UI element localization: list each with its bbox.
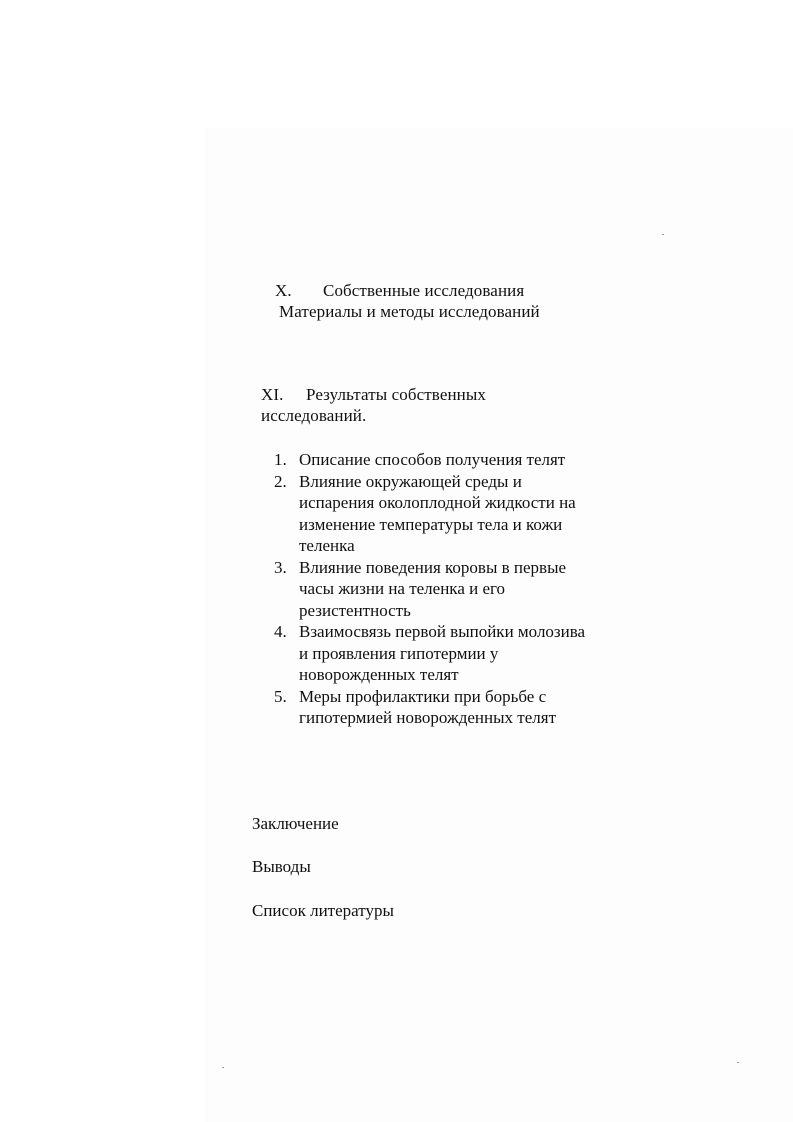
scan-speck (662, 234, 664, 235)
list-item-text: Меры профилактики при борьбе с гипотермией новорожденных телят (299, 686, 557, 727)
section-xi-title-continued: исследований. (261, 406, 367, 425)
list-item (274, 621, 594, 686)
scan-speck (222, 1067, 224, 1068)
section-x-number: X. (275, 281, 292, 300)
list-item-number: 4. (274, 622, 287, 641)
conclusion-heading: Заключение (252, 814, 339, 833)
scan-speck (737, 1062, 739, 1063)
results-list (274, 449, 594, 729)
list-item-text: Влияние поведения коровы в первые часы жизни на теленка и его резистентность (299, 557, 567, 620)
list-item-number: 3. (274, 557, 287, 577)
section-x-title: Собственные исследования (323, 281, 525, 300)
list-item (274, 471, 594, 557)
list-item-text: Описание способов получения телят (299, 450, 566, 469)
list-item-text: Влияние окружающей среды и испарения околоплодной жидкости на изменение температуры тела и кожи теленка (299, 471, 576, 555)
list-item-number: 2. (274, 471, 287, 491)
list-item (274, 686, 594, 729)
findings-heading: Выводы (252, 857, 311, 876)
section-x-subtitle: Материалы и методы исследований (279, 302, 540, 321)
list-item-number: 1. (274, 450, 287, 469)
list-item-text: Взаимосвязь первой выпойки молозива и проявления гипотермии у новорожденных телят (299, 622, 586, 684)
list-item (274, 449, 594, 471)
section-xi-title: Результаты собственных (306, 385, 486, 404)
section-xi-number: XI. (261, 385, 284, 404)
list-item (274, 557, 594, 622)
list-item-number: 5. (274, 686, 287, 706)
references-heading: Список литературы (252, 901, 394, 920)
